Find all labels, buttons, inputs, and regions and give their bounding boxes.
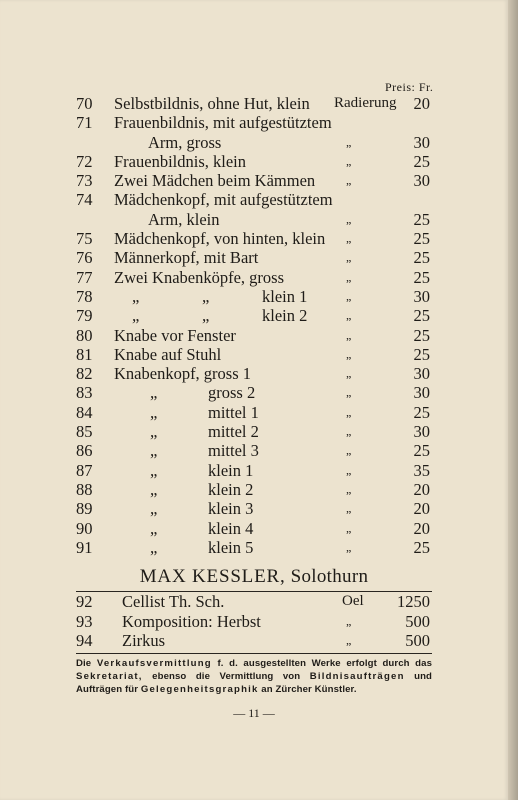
entry-price: 30 bbox=[413, 383, 430, 403]
entry-technique: „ bbox=[346, 462, 352, 477]
entry-number: 88 bbox=[76, 479, 93, 499]
entry-technique: „ bbox=[346, 385, 352, 400]
list-item bbox=[0, 326, 508, 345]
list-item bbox=[0, 190, 508, 209]
entry-number: 76 bbox=[76, 248, 93, 268]
entry-technique: „ bbox=[346, 520, 352, 535]
ditto-mark: „ bbox=[150, 441, 158, 461]
list-item bbox=[0, 461, 508, 480]
list-item bbox=[0, 364, 508, 383]
ditto-mark: „ bbox=[150, 537, 158, 557]
entry-price: 30 bbox=[413, 286, 430, 306]
entry-title: Männerkopf, mit Bart bbox=[114, 248, 259, 268]
entry-price: 25 bbox=[413, 151, 430, 171]
list-item bbox=[0, 171, 508, 190]
entry-technique: „ bbox=[346, 481, 352, 496]
entry-subtitle: klein 2 bbox=[262, 306, 308, 326]
entry-number: 87 bbox=[76, 460, 93, 480]
list-item bbox=[0, 210, 508, 229]
artist-heading bbox=[0, 566, 508, 588]
entry-price: 20 bbox=[413, 499, 430, 519]
entry-number: 89 bbox=[76, 499, 93, 519]
ditto-mark: „ bbox=[202, 286, 210, 306]
footnote bbox=[76, 657, 432, 696]
entry-price: 25 bbox=[413, 537, 430, 557]
entry-technique: Radierung bbox=[334, 95, 397, 111]
entry-subtitle: klein 3 bbox=[208, 499, 254, 519]
entry-price: 30 bbox=[413, 364, 430, 384]
entry-number: 80 bbox=[76, 325, 93, 345]
entry-price: 25 bbox=[413, 267, 430, 287]
list-item bbox=[0, 519, 508, 538]
footnote-text: ebenso die Vermittlung von bbox=[152, 671, 301, 682]
entry-title: Arm, klein bbox=[148, 209, 220, 229]
page-edge bbox=[508, 0, 518, 800]
entry-number: 74 bbox=[76, 190, 93, 210]
list-item bbox=[0, 499, 508, 518]
list-item bbox=[0, 306, 508, 325]
entry-number: 90 bbox=[76, 518, 93, 538]
entry-number: 79 bbox=[76, 306, 93, 326]
entry-title: Cellist Th. Sch. bbox=[122, 592, 225, 611]
entry-price: 500 bbox=[405, 611, 430, 631]
entry-technique: „ bbox=[346, 153, 352, 168]
entry-subtitle: klein 1 bbox=[208, 460, 254, 480]
entry-subtitle: mittel 1 bbox=[208, 402, 259, 422]
entry-title: Zirkus bbox=[122, 631, 166, 650]
footnote-spaced: Sekretariat, bbox=[76, 671, 143, 682]
list-item bbox=[0, 229, 508, 248]
artist-place: Solothurn bbox=[290, 566, 369, 587]
entry-technique: „ bbox=[346, 231, 352, 246]
entry-number: 83 bbox=[76, 383, 93, 403]
list-item bbox=[0, 403, 508, 422]
list-item bbox=[0, 612, 508, 632]
entry-price: 25 bbox=[413, 325, 430, 345]
rule-bottom bbox=[76, 653, 432, 654]
entry-title: Mädchenkopf, von hinten, klein bbox=[114, 229, 326, 249]
entry-technique: „ bbox=[346, 633, 352, 647]
entry-number: 85 bbox=[76, 422, 93, 442]
entry-subtitle: mittel 2 bbox=[208, 422, 259, 442]
entry-price: 20 bbox=[413, 479, 430, 499]
entry-price: 25 bbox=[413, 344, 430, 364]
artist-name: MAX KESSLER, bbox=[139, 566, 286, 587]
entry-subtitle: klein 5 bbox=[208, 537, 254, 557]
entry-list bbox=[0, 94, 508, 557]
entry-price: 25 bbox=[413, 229, 430, 249]
list-item bbox=[0, 152, 508, 171]
entry-technique: „ bbox=[346, 501, 352, 516]
list-item bbox=[0, 268, 508, 287]
entry-number: 78 bbox=[76, 286, 93, 306]
ditto-mark: „ bbox=[150, 383, 158, 403]
entry-technique: „ bbox=[346, 134, 352, 149]
entry-number: 77 bbox=[76, 267, 93, 287]
page-number: — 11 — bbox=[233, 706, 275, 720]
entry-technique: „ bbox=[346, 366, 352, 381]
entry-technique: „ bbox=[346, 404, 352, 419]
footnote-text: Die bbox=[76, 658, 92, 669]
entry-number: 91 bbox=[76, 537, 93, 557]
entry-title: Mädchenkopf, mit aufgestütztem bbox=[114, 190, 333, 210]
entry-number: 86 bbox=[76, 441, 93, 461]
entry-number: 70 bbox=[76, 94, 93, 113]
entry-technique: Oel bbox=[342, 593, 364, 609]
list-item bbox=[0, 113, 508, 132]
entry-number: 82 bbox=[76, 364, 93, 384]
entry-subtitle: gross 2 bbox=[208, 383, 256, 403]
entry-title: Knabe vor Fenster bbox=[114, 325, 236, 345]
list-item bbox=[0, 480, 508, 499]
entry-title: Zwei Knabenköpfe, gross bbox=[114, 267, 284, 287]
list-item bbox=[0, 441, 508, 460]
entry-technique: „ bbox=[346, 539, 352, 554]
list-item bbox=[0, 133, 508, 152]
entry-technique: „ bbox=[346, 211, 352, 226]
entry-price: 25 bbox=[413, 402, 430, 422]
entry-title: Frauenbildnis, mit aufgestütztem bbox=[114, 113, 332, 133]
list-item bbox=[0, 592, 508, 612]
entry-technique: „ bbox=[346, 269, 352, 284]
entry-price: 25 bbox=[413, 306, 430, 326]
entry-subtitle: klein 2 bbox=[208, 479, 254, 499]
entry-price: 20 bbox=[413, 94, 430, 113]
entry-price: 500 bbox=[405, 631, 430, 650]
entry-technique: „ bbox=[346, 443, 352, 458]
footnote-spaced: Verkaufsvermittlung bbox=[96, 658, 212, 669]
entry-price: 1250 bbox=[397, 592, 430, 611]
entry-technique: „ bbox=[346, 288, 352, 303]
entry-price: 25 bbox=[413, 209, 430, 229]
entry-title: Komposition: Herbst bbox=[122, 611, 261, 631]
list-item bbox=[0, 383, 508, 402]
entry-title: Selbstbildnis, ohne Hut, klein bbox=[114, 94, 310, 113]
entry-price: 30 bbox=[413, 132, 430, 152]
entry-list-kessler bbox=[0, 592, 508, 651]
footnote-text: an Zürcher Künstler. bbox=[261, 684, 357, 695]
entry-price: 30 bbox=[413, 171, 430, 191]
entry-title: Knabenkopf, gross 1 bbox=[114, 364, 252, 384]
ditto-mark: „ bbox=[150, 518, 158, 538]
footnote-text: f. d. ausgestellten Werke erfolgt durch das bbox=[217, 658, 433, 669]
entry-number: 73 bbox=[76, 171, 93, 191]
entry-subtitle: mittel 3 bbox=[208, 441, 259, 461]
ditto-mark: „ bbox=[150, 402, 158, 422]
entry-subtitle: klein 4 bbox=[208, 518, 254, 538]
price-header: Preis: Fr. bbox=[385, 80, 434, 94]
entry-number: 92 bbox=[76, 592, 93, 611]
ditto-mark: „ bbox=[132, 286, 140, 306]
entry-technique: „ bbox=[346, 346, 352, 361]
footnote-text: und Aufträgen für bbox=[76, 671, 433, 695]
entry-number: 94 bbox=[76, 631, 93, 650]
ditto-mark: „ bbox=[150, 479, 158, 499]
entry-price: 25 bbox=[413, 248, 430, 268]
entry-title: Knabe auf Stuhl bbox=[114, 344, 222, 364]
ditto-mark: „ bbox=[150, 460, 158, 480]
ditto-mark: „ bbox=[202, 306, 210, 326]
footnote-spaced: Gelegenheitsgraphik bbox=[140, 684, 259, 695]
entry-price: 30 bbox=[413, 422, 430, 442]
entry-number: 72 bbox=[76, 151, 93, 171]
list-item bbox=[0, 345, 508, 364]
entry-number: 71 bbox=[76, 113, 93, 133]
entry-subtitle: klein 1 bbox=[262, 286, 308, 306]
ditto-mark: „ bbox=[150, 499, 158, 519]
entry-title: Frauenbildnis, klein bbox=[114, 151, 246, 171]
list-item bbox=[0, 422, 508, 441]
entry-number: 81 bbox=[76, 344, 93, 364]
entry-title: Arm, gross bbox=[148, 132, 222, 152]
entry-technique: „ bbox=[346, 424, 352, 439]
entry-price: 35 bbox=[413, 460, 430, 480]
entry-technique: „ bbox=[346, 250, 352, 265]
entry-technique: „ bbox=[346, 613, 352, 628]
entry-title: Zwei Mädchen beim Kämmen bbox=[114, 171, 316, 191]
list-item bbox=[0, 94, 508, 113]
entry-technique: „ bbox=[346, 308, 352, 323]
entry-number: 84 bbox=[76, 402, 93, 422]
entry-number: 93 bbox=[76, 611, 93, 631]
list-item bbox=[0, 631, 508, 651]
entry-price: 20 bbox=[413, 518, 430, 538]
entry-price: 25 bbox=[413, 441, 430, 461]
footnote-spaced: Bildnisaufträgen bbox=[309, 671, 405, 682]
entry-technique: „ bbox=[346, 173, 352, 188]
entry-technique: „ bbox=[346, 327, 352, 342]
list-item bbox=[0, 287, 508, 306]
entry-number: 75 bbox=[76, 229, 93, 249]
list-item bbox=[0, 248, 508, 267]
ditto-mark: „ bbox=[150, 422, 158, 442]
list-item bbox=[0, 538, 508, 557]
ditto-mark: „ bbox=[132, 306, 140, 326]
